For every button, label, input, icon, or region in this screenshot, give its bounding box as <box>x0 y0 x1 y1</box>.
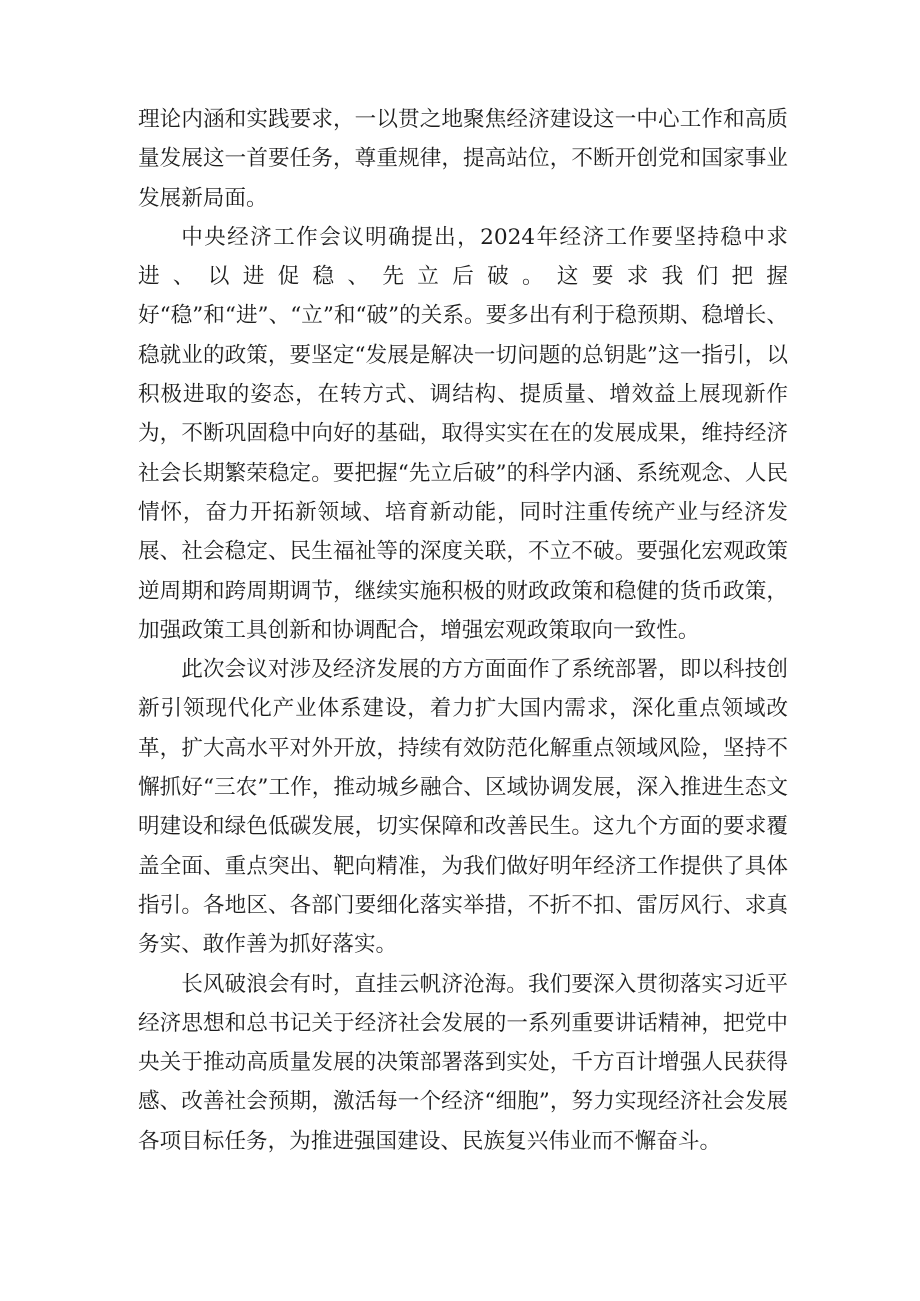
document-body <box>138 100 788 1161</box>
paragraph-3: 此次会议对涉及经济发展的方方面面作了系统部署，即以科技创新引领现代化产业体系建设，着力扩大国内需求，深化重点领域改革，扩大高水平对外开放，持续有效防范化解重点领域风险，坚持不懈抓好“三农”工作，推动城乡融合、区域协调发展，深入推进生态文明建设和绿色低碳发展，切实保障和改善民生。这九个方面的要求覆盖全面、重点突出、靶向精准，为我们做好明年经济工作提供了具体指引。各地区、各部门要细化落实举措，不折不扣、雷厉风行、求真务实、敢作善为抓好落实。 <box>138 657 788 958</box>
paragraph-2: 中央经济工作会议明确提出，2024年经济工作要坚持稳中求进、以进促稳、先立后破。这要求我们把握好“稳”和“进”、“立”和“破”的关系。要多出有利于稳预期、稳增长、稳就业的政策，要坚定“发展是解决一切问题的总钥匙”这一指引，以积极进取的姿态，在转方式、调结构、提质量、增效益上展现新作为，不断巩固稳中向好的基础，取得实实在在的发展成果，维持经济社会长期繁荣稳定。要把握“先立后破”的科学内涵、系统观念、人民情怀，奋力开拓新领域、培育新动能，同时注重传统产业与经济发展、社会稳定、民生福祉等的深度关联，不立不破。要强化宏观政策逆周期和跨周期调节，继续实施积极的财政政策和稳健的货币政策，加强政策工具创新和协调配合，增强宏观政策取向一致性。 <box>138 224 788 643</box>
paragraph-4: 长风破浪会有时，直挂云帆济沧海。我们要深入贯彻落实习近平经济思想和总书记关于经济社会发展的一系列重要讲话精神，把党中央关于推动高质量发展的决策部署落到实处，千方百计增强人民获得感、改善社会预期，激活每一个经济“细胞”，努力实现经济社会发展各项目标任务，为推进强国建设、民族复兴伟业而不懈奋斗。 <box>138 971 788 1154</box>
paragraph-1: 理论内涵和实践要求，一以贯之地聚焦经济建设这一中心工作和高质量发展这一首要任务，尊重规律，提高站位，不断开创党和国家事业发展新局面。 <box>138 107 788 211</box>
